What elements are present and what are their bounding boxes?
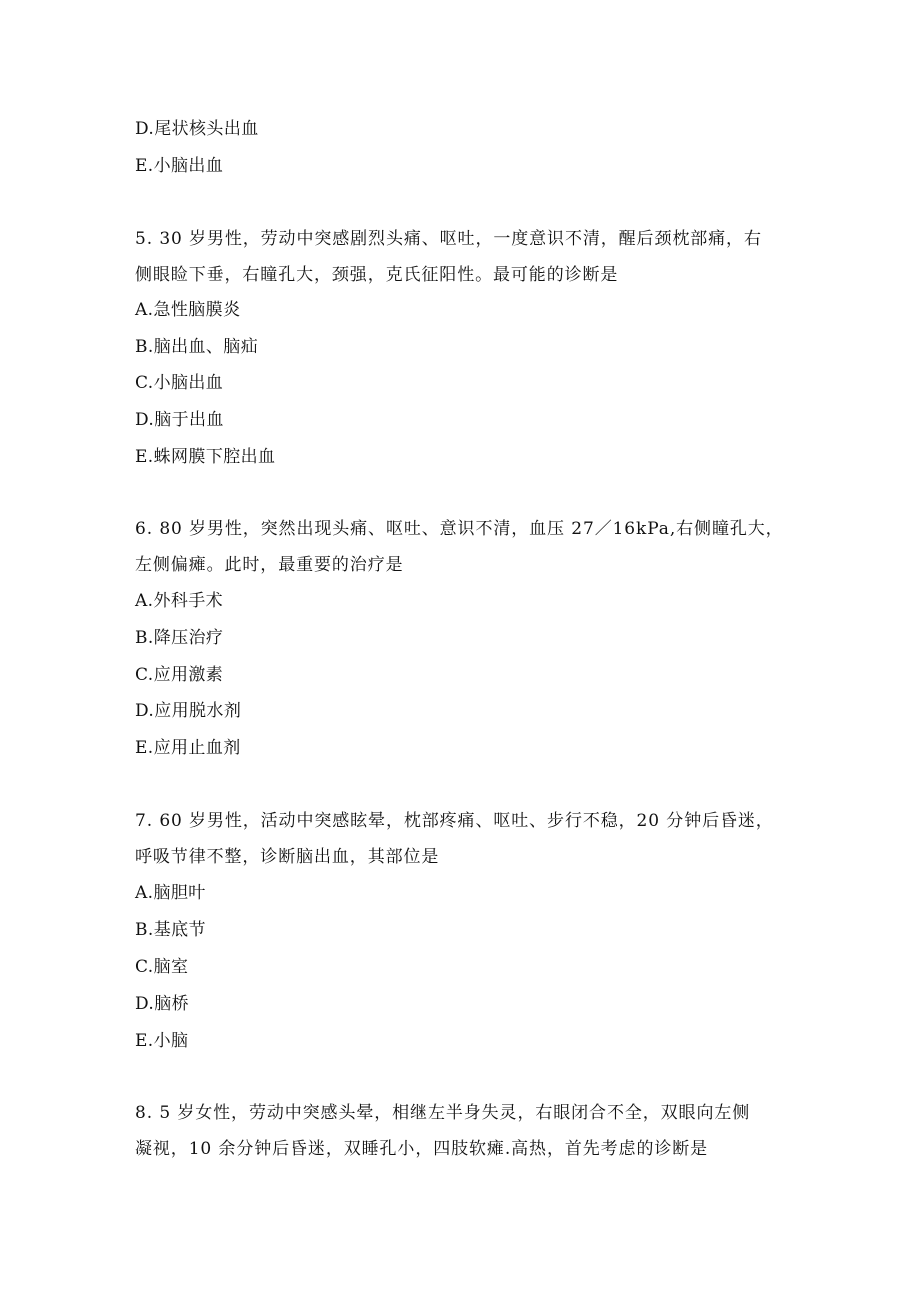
question-7-option-e: E.小脑 [135, 1031, 189, 1051]
question-6-stem-line-2: 左侧偏瘫。此时，最重要的治疗是 [135, 555, 404, 575]
question-5-option-b: B.脑出血、脑疝 [135, 337, 259, 357]
question-7-option-d: D.脑桥 [135, 994, 190, 1014]
question-6-option-a: A.外科手术 [135, 591, 224, 611]
question-7-stem-line-1: 7. 60 岁男性，活动中突感眩晕，枕部疼痛、呕吐、步行不稳，20 分钟后昏迷， [135, 811, 774, 831]
question-6-stem-line-1: 6. 80 岁男性，突然出现头痛、呕吐、意识不清，血压 27／16kPa,右侧瞳孔大， [135, 519, 784, 539]
question-8-stem-line-2: 凝视，10 余分钟后昏迷，双睡孔小，四肢软瘫.高热，首先考虑的诊断是 [135, 1139, 709, 1159]
question-6-option-d: D.应用脱水剂 [135, 701, 242, 721]
question-8-stem-line-1: 8. 5 岁女性，劳动中突感头晕，相继左半身失灵，右眼闭合不全，双眼向左侧 [135, 1103, 751, 1123]
option-carryover-d: D.尾状核头出血 [135, 119, 259, 139]
question-7-option-c: C.脑室 [135, 957, 189, 977]
question-5-stem-line-1: 5. 30 岁男性，劳动中突感剧烈头痛、呕吐，一度意识不清，醒后颈枕部痛，右 [135, 229, 762, 249]
question-6-option-c: C.应用激素 [135, 665, 224, 685]
question-7-option-b: B.基底节 [135, 920, 206, 940]
question-5-option-d: D.脑于出血 [135, 410, 224, 430]
question-7-option-a: A.脑胆叶 [135, 883, 206, 903]
question-5-stem-line-2: 侧眼睑下垂，右瞳孔大，颈强，克氏征阳性。最可能的诊断是 [135, 265, 619, 285]
question-6-option-b: B.降压治疗 [135, 628, 224, 648]
question-5-option-e: E.蛛网膜下腔出血 [135, 447, 276, 467]
question-6-option-e: E.应用止血剂 [135, 738, 241, 758]
question-7-stem-line-2: 呼吸节律不整，诊断脑出血，其部位是 [135, 847, 440, 867]
question-5-option-c: C.小脑出血 [135, 373, 224, 393]
question-5-option-a: A.急性脑膜炎 [135, 300, 241, 320]
option-carryover-e: E.小脑出血 [135, 156, 224, 176]
